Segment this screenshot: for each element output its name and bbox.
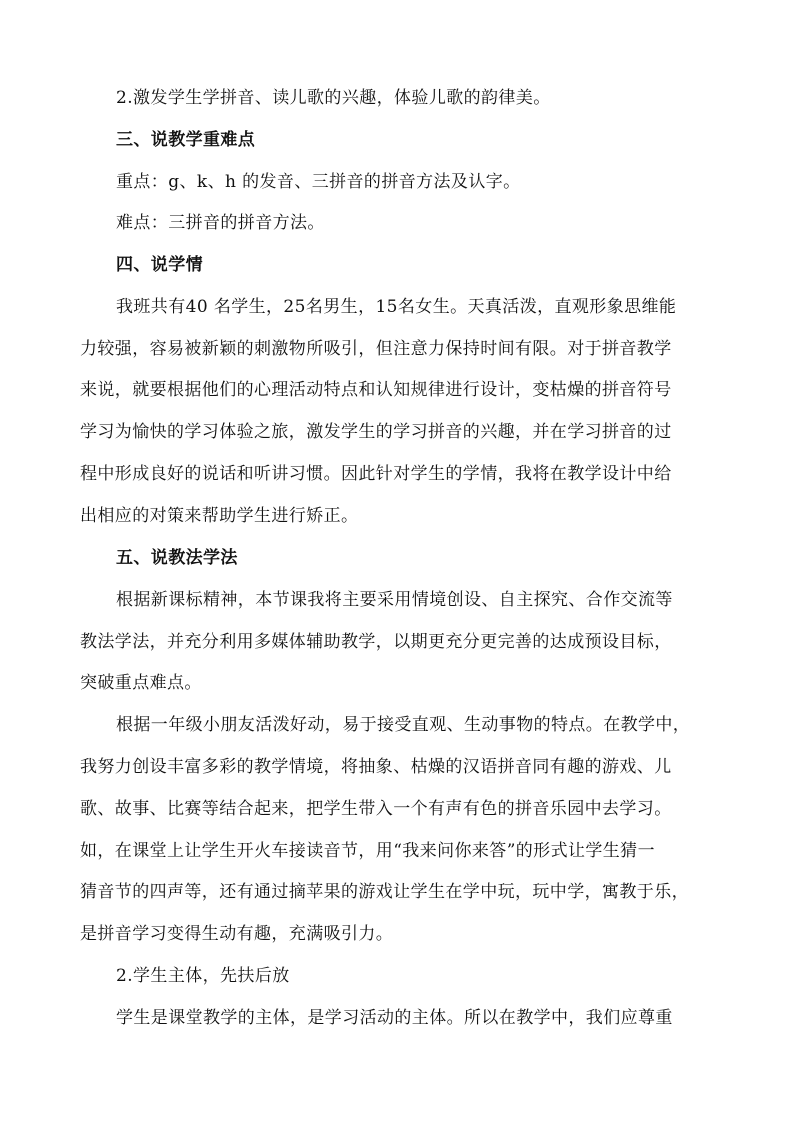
- section-heading-key-points: 三、说教学重难点: [116, 130, 256, 150]
- paragraph-line: 根据一年级小朋友活泼好动，易于接受直观、生动事物的特点。在教学中，: [116, 715, 691, 735]
- paragraph-line: 如，在课堂上让学生开火车接读音节，用“我来问你来答”的形式让学生猜一: [80, 841, 655, 861]
- section-heading-teaching-methods: 五、说教法学法: [116, 548, 238, 568]
- paragraph-line: 来说，就要根据他们的心理活动特点和认知规律进行设计，变枯燥的拼音符号: [80, 380, 672, 400]
- goal-item-2: 2.激发学生学拼音、读儿歌的兴趣，体验儿歌的韵律美。: [116, 88, 551, 108]
- difficult-point-text: 难点：三拼音的拼音方法。: [116, 213, 325, 233]
- paragraph-line: 学习为愉快的学习体验之旅，激发学生的学习拼音的兴趣，并在学习拼音的过: [80, 422, 672, 442]
- paragraph-line: 突破重点难点。: [80, 673, 202, 693]
- paragraph-line: 猜音节的四声等，还有通过摘苹果的游戏让学生在学中玩，玩中学，寓教于乐，: [80, 882, 689, 902]
- paragraph-line: 根据新课标精神，本节课我将主要采用情境创设、自主探究、合作交流等: [116, 590, 673, 610]
- paragraph-line: 是拼音学习变得生动有趣，充满吸引力。: [80, 924, 394, 944]
- paragraph-line: 出相应的对策来帮助学生进行矫正。: [80, 506, 359, 526]
- paragraph-line: 我班共有40 名学生，25名男生，15名女生。天真活泼，直观形象思维能: [116, 297, 677, 317]
- paragraph-line: 学生是课堂教学的主体，是学习活动的主体。所以在教学中，我们应尊重: [116, 1008, 673, 1028]
- key-point-text: 重点：g、k、h 的发音、三拼音的拼音方法及认字。: [116, 172, 521, 192]
- paragraph-line: 力较强，容易被新颖的刺激物所吸引，但注意力保持时间有限。对于拼音教学: [80, 339, 672, 359]
- subheading-student-centered: 2.学生主体，先扶后放: [116, 966, 290, 986]
- paragraph-line: 歌、故事、比赛等结合起来，把学生带入一个有声有色的拼音乐园中去学习。: [80, 799, 672, 819]
- paragraph-line: 教法学法，并充分利用多媒体辅助教学，以期更充分更完善的达成预设目标，: [80, 632, 672, 652]
- paragraph-line: 程中形成良好的说话和听讲习惯。因此针对学生的学情，我将在教学设计中给: [80, 464, 672, 484]
- paragraph-line: 我努力创设丰富多彩的教学情境，将抽象、枯燥的汉语拼音同有趣的游戏、儿: [80, 757, 672, 777]
- section-heading-student-situation: 四、说学情: [116, 255, 203, 275]
